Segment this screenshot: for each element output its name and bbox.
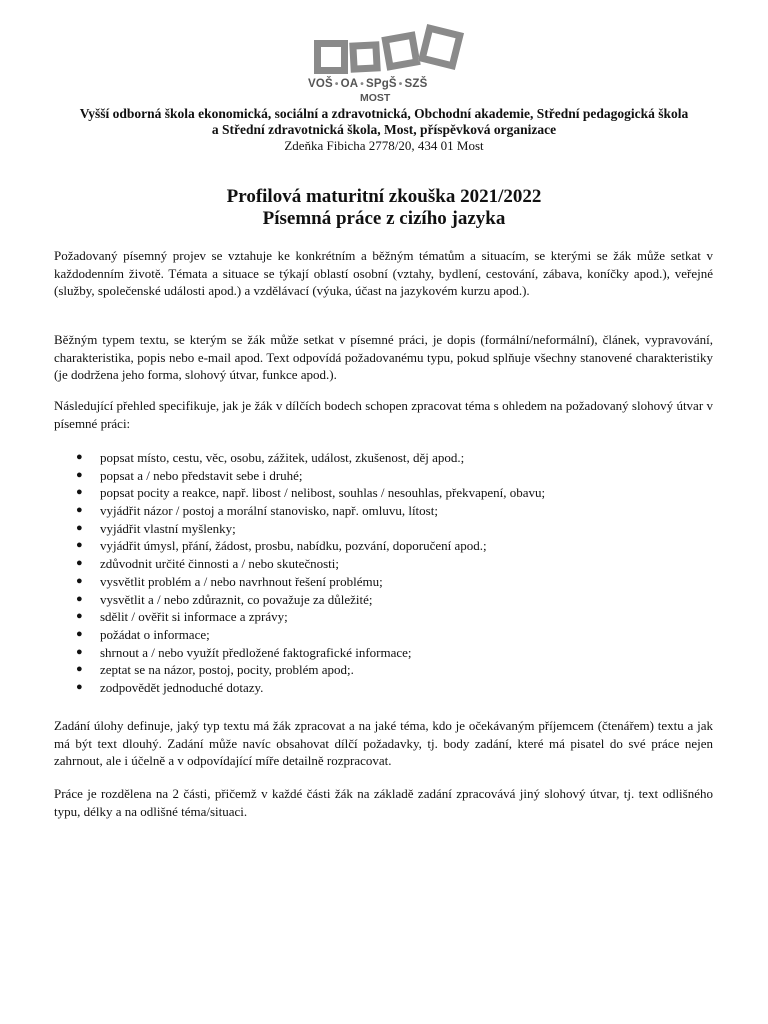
bullet-icon: ● — [76, 451, 83, 463]
logo-box — [381, 31, 420, 70]
list-item-text: zeptat se na názor, postoj, pocity, problém apod;. — [100, 662, 354, 678]
logo-boxes-graphic — [306, 24, 466, 80]
list-item — [54, 644, 713, 662]
list-item — [54, 537, 713, 555]
bullet-icon: ● — [76, 574, 83, 587]
list-item — [54, 449, 713, 467]
paragraph-structure: Práce je rozdělena na 2 části, přičemž v každé části žák na základě zadání zpracovává jiný slohový útvar, tj. text odlišného typu, délky a na odlišné téma/situaci. — [54, 786, 713, 819]
list-item — [54, 661, 713, 679]
list-item-text: popsat pocity a reakce, např. libost / nelibost, souhlas / nesouhlas, překvapení, obavu; — [100, 485, 546, 501]
logo-abbr: OA — [340, 78, 359, 90]
list-item-text: shrnout a / nebo využít předložené faktografické informace; — [100, 644, 412, 660]
logo-box — [349, 41, 381, 73]
skills-list — [54, 449, 713, 697]
school-logo — [300, 24, 470, 106]
logo-box — [314, 40, 348, 74]
list-item — [54, 573, 713, 591]
logo-school-abbreviations — [308, 78, 468, 90]
bullet-icon: ● — [76, 680, 83, 693]
logo-abbr: SPgŠ — [365, 78, 397, 90]
document-subtitle: Písemná práce z cizího jazyka — [262, 208, 506, 229]
school-name-line-1: Vyšší odborná škola ekonomická, sociální a zdravotnická, Obchodní akademie, Střední pedagogická škola — [79, 106, 689, 121]
bullet-icon: ● — [76, 645, 83, 658]
bullet-icon: ● — [76, 486, 83, 499]
paragraph-intro: Požadovaný písemný projev se vztahuje ke konkrétním a běžným tématům a situacím, se kterými se žák může setkat v každodenním životě. Témata a situace se týkají oblastí osobní (vztahy, bydlení, cestování, zábava, koníčky apod.), veřejné (služby, společenské události apod.) a vzdělávací (výuka, účast na jazykovém kurzu apod.). — [54, 248, 713, 299]
list-item-text: vysvětlit a / nebo zdůraznit, co považuje za důležité; — [100, 591, 373, 607]
bullet-icon: ● — [76, 468, 83, 481]
bullet-icon: ● — [76, 663, 83, 676]
logo-abbr: VOŠ — [308, 78, 333, 90]
bullet-icon: ● — [76, 592, 83, 605]
document-title: Profilová maturitní zkouška 2021/2022 — [226, 186, 542, 207]
list-item — [54, 591, 713, 609]
list-item-text: zodpovědět jednoduché dotazy. — [100, 679, 264, 695]
paragraph-assignment: Zadání úlohy definuje, jaký typ textu má žák zpracovat a na jaké téma, kdo je očekávaným příjemcem (čtenářem) textu a jak má být text dlouhý. Zadání může navíc obsahovat dílčí požadavky, tj. body zadání, které má pisatel do své práce nejen zahrnout, ale i účelně a v odpovídající míře detailně rozpracovat. — [54, 718, 713, 769]
list-item-text: zdůvodnit určité činnosti a / nebo skutečnosti; — [100, 556, 340, 572]
list-item — [54, 467, 713, 485]
list-item-text: popsat a / nebo představit sebe i druhé; — [100, 467, 303, 483]
bullet-icon: ● — [76, 610, 83, 623]
list-item — [54, 679, 713, 697]
list-item-text: vysvětlit problém a / nebo navrhnout řešení problému; — [100, 573, 383, 589]
list-item-text: požádat o informace; — [100, 626, 210, 642]
list-item-text: vyjádřit názor / postoj a morální stanovisko, např. omluvu, lítost; — [100, 503, 438, 519]
bullet-icon: ● — [76, 539, 83, 552]
logo-separator: • — [334, 79, 339, 90]
list-item — [54, 608, 713, 626]
school-address: Zdeňka Fibicha 2778/20, 434 01 Most — [284, 138, 484, 153]
list-item — [54, 520, 713, 538]
list-item-text: vyjádřit úmysl, přání, žádost, prosbu, nabídku, pozvání, doporučení apod.; — [100, 538, 487, 554]
bullet-icon: ● — [76, 504, 83, 517]
list-item-text: popsat místo, cestu, věc, osobu, zážitek, událost, zkušenost, děj apod.; — [100, 450, 465, 465]
list-item — [54, 555, 713, 573]
logo-box — [418, 24, 464, 70]
list-item — [54, 484, 713, 502]
paragraph-list-intro: Následující přehled specifikuje, jak je žák v dílčích bodech schopen zpracovat téma s ohledem na požadovaný slohový útvar v písemné práci: — [54, 398, 713, 431]
bullet-icon: ● — [76, 521, 83, 534]
logo-separator: • — [398, 79, 403, 90]
logo-separator: • — [360, 79, 364, 90]
list-item-text: vyjádřit vlastní myšlenky; — [100, 520, 236, 536]
list-item — [54, 626, 713, 644]
bullet-icon: ● — [76, 557, 83, 570]
logo-abbr: SZŠ — [404, 78, 428, 90]
bullet-icon: ● — [76, 627, 83, 640]
logo-city: MOST — [360, 92, 391, 104]
list-item-text: sdělit / ověřit si informace a zprávy; — [100, 609, 288, 625]
list-item — [54, 502, 713, 520]
school-name-line-2: a Střední zdravotnická škola, Most, příspěvková organizace — [211, 122, 557, 137]
paragraph-text-types: Běžným typem textu, se kterým se žák může setkat v písemné práci, je dopis (formální/neformální), článek, vypravování, charakteristika, popis nebo e-mail apod. Text odpovídá požadovanému typu, pokud splňuje všechny stanovené charakteristiky (je dodržena jeho forma, slohový útvar, funkce apod.). — [54, 332, 713, 383]
